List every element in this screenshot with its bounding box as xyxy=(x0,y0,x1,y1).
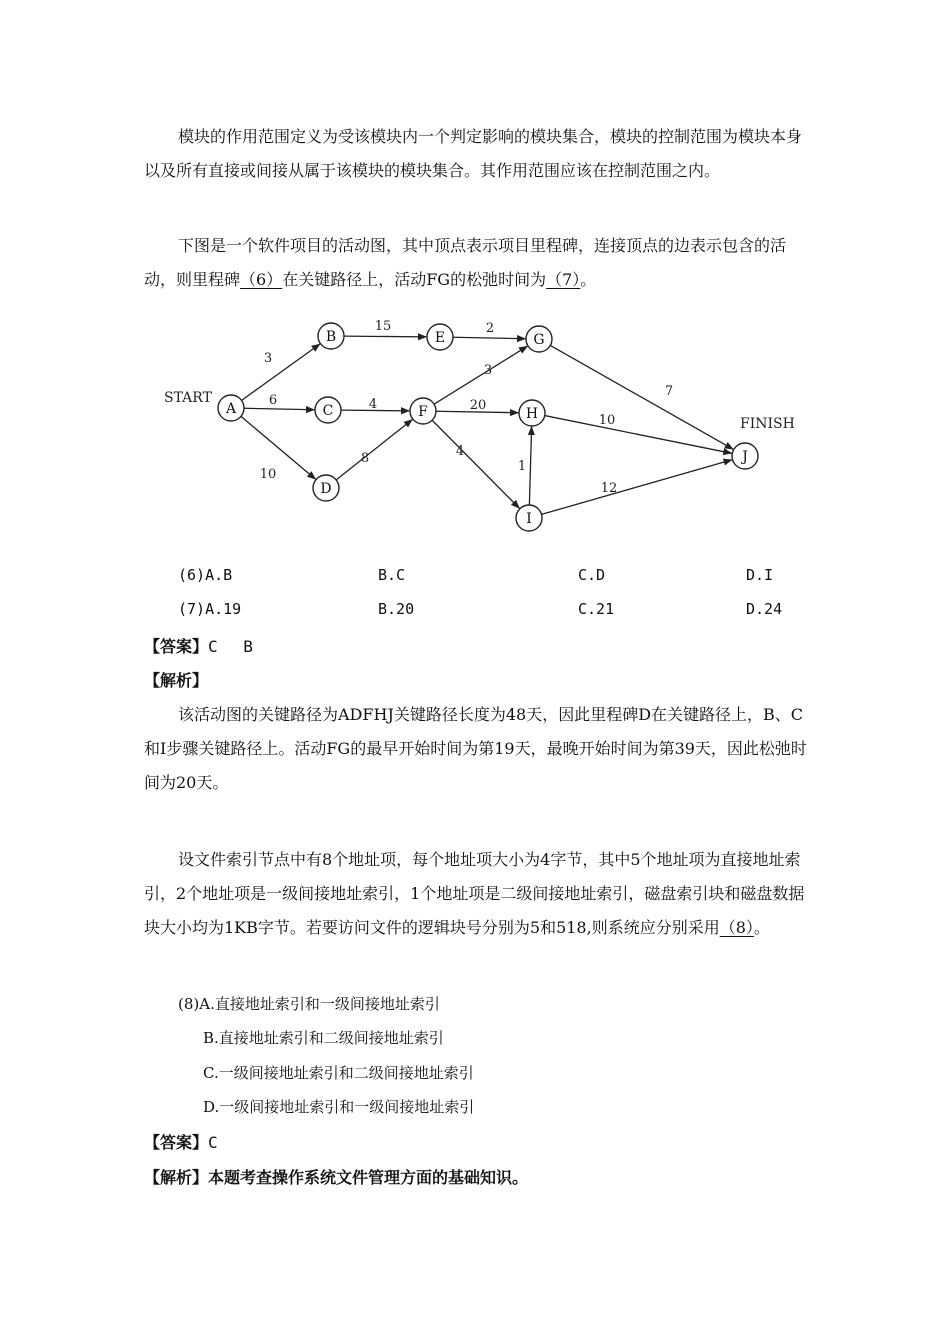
answer-value: C xyxy=(208,1133,218,1152)
answer-value: C B xyxy=(208,637,253,656)
answer-label: 【答案】 xyxy=(144,637,209,656)
edge-weight-i-h: 1 xyxy=(517,459,527,474)
edge-weight-a-d: 10 xyxy=(259,467,277,482)
q2-paragraph xyxy=(144,229,808,297)
blank-6: （6） xyxy=(240,270,283,289)
q2-answer xyxy=(144,634,253,657)
option-7-a[interactable]: (7)A.19 xyxy=(178,600,242,618)
node-label-i: I xyxy=(526,511,532,527)
node-label-f: F xyxy=(418,404,428,420)
node-label-g: G xyxy=(533,332,545,348)
edge-weight-f-h: 20 xyxy=(469,398,487,413)
q3-answer xyxy=(144,1130,218,1153)
edge-a-b xyxy=(242,344,321,401)
choice-8-d[interactable]: D.一级间接地址索引和一级间接地址索引 xyxy=(203,1098,475,1116)
node-label-b: B xyxy=(325,329,337,345)
edge-a-c xyxy=(244,408,315,409)
edge-f-i xyxy=(432,420,520,509)
node-label-j: J xyxy=(742,449,748,465)
node-label-a: A xyxy=(225,401,237,417)
q2-text-a: 下图是一个软件项目的活动图，其中顶点表示项目里程碑，连接顶点的边表示包含的活动，则里程碑 xyxy=(144,236,787,289)
start-label: START xyxy=(164,390,212,406)
edge-weight-c-f: 4 xyxy=(368,397,378,412)
finish-label: FINISH xyxy=(740,416,795,432)
q2-analysis: 该活动图的关键路径为ADFHJ关键路径长度为48天，因此里程碑D在关键路径上，B、C和I步骤关键路径上。活动FG的最早开始时间为第19天，最晚开始时间为第39天，因此松弛时间为20天。 xyxy=(144,705,807,792)
edge-d-f xyxy=(336,419,413,480)
option-7-c[interactable]: C.21 xyxy=(578,600,615,618)
q3-text-b: 。 xyxy=(753,918,770,937)
answer-label: 【答案】 xyxy=(144,1133,209,1152)
edge-weight-f-i: 4 xyxy=(455,444,465,459)
edge-weight-d-f: 8 xyxy=(360,451,370,466)
q2-text-b: 在关键路径上，活动FG的松弛时间为 xyxy=(282,270,547,289)
q2-text-c: 。 xyxy=(580,270,597,289)
node-label-e: E xyxy=(434,330,446,346)
choice-8-b[interactable]: B.直接地址索引和二级间接地址索引 xyxy=(203,1029,444,1047)
edge-weight-b-e: 15 xyxy=(374,319,392,334)
blank-8: （8） xyxy=(719,918,754,937)
edge-weight-h-j: 10 xyxy=(598,413,616,428)
option-6-d[interactable]: D.I xyxy=(746,566,774,584)
blank-7: （7） xyxy=(546,270,581,289)
q3-paragraph xyxy=(144,843,808,945)
edge-weight-a-c: 6 xyxy=(268,393,278,408)
edge-weight-e-g: 2 xyxy=(485,321,495,336)
edge-a-d xyxy=(241,416,316,479)
edge-weight-a-b: 3 xyxy=(263,351,273,366)
edge-weight-g-j: 7 xyxy=(664,384,674,399)
q1-paragraph: 模块的作用范围定义为受该模块内一个判定影响的模块集合，模块的控制范围为模块本身以及所有直接或间接从属于该模块的模块集合。其作用范围应该在控制范围之内。 xyxy=(144,127,803,180)
analysis-text: 本题考查操作系统文件管理方面的基础知识。 xyxy=(208,1168,529,1187)
node-label-h: H xyxy=(525,406,539,422)
node-label-c: C xyxy=(322,403,334,419)
edge-i-h xyxy=(529,426,531,505)
option-6-a[interactable]: (6)A.B xyxy=(178,566,233,584)
edge-weight-i-j: 12 xyxy=(600,481,618,496)
options-6 xyxy=(178,566,818,590)
q2-analysis-label: 【解析】 xyxy=(144,671,209,690)
option-6-b[interactable]: B.C xyxy=(378,566,406,584)
analysis-label: 【解析】 xyxy=(144,1168,209,1187)
edge-e-g xyxy=(453,337,526,338)
option-6-c[interactable]: C.D xyxy=(578,566,606,584)
q3-analysis xyxy=(144,1165,528,1188)
option-7-d[interactable]: D.24 xyxy=(746,600,783,618)
node-label-d: D xyxy=(320,481,332,497)
edge-f-g xyxy=(434,346,528,404)
choice-8-a[interactable]: (8)A.直接地址索引和一级间接地址索引 xyxy=(178,995,440,1013)
edge-weight-f-g: 3 xyxy=(483,363,493,378)
edge-i-j xyxy=(541,460,732,515)
q3-text-a: 设文件索引节点中有8个地址项，每个地址项大小为4字节，其中5个地址项为直接地址索引，2个地址项是一级间接地址索引，1个地址项是二级间接地址索引，磁盘索引块和磁盘数据块大小均为1KB字节。若要访问文件的逻辑块号分别为5和518,则系统应分别采用 xyxy=(144,850,805,937)
options-7 xyxy=(178,600,818,624)
option-7-b[interactable]: B.20 xyxy=(378,600,415,618)
choice-8-c[interactable]: C.一级间接地址索引和二级间接地址索引 xyxy=(203,1064,474,1082)
edge-g-j xyxy=(550,345,733,449)
edge-h-j xyxy=(545,416,733,454)
edge-b-e xyxy=(344,336,427,337)
